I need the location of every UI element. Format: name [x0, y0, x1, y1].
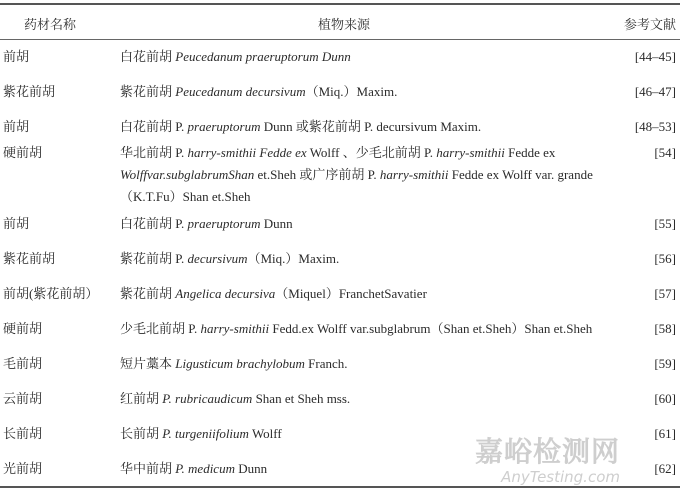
source-text: Dunn — [260, 216, 293, 231]
medicinal-name: 前胡 — [3, 49, 30, 64]
latin-name: harry-smithii — [200, 321, 270, 336]
table-top-rule — [0, 3, 680, 5]
reference: [59] — [654, 356, 676, 371]
source-text: Franch. — [304, 356, 348, 371]
table-header-rule — [0, 39, 680, 40]
source-text: 华中前胡 — [120, 461, 176, 476]
latin-name: harry-smithii Fedde ex — [187, 145, 307, 160]
medicinal-name: 前胡(紫花前胡） — [3, 286, 99, 301]
latin-name: Peucedanum praeruptorum Dunn — [175, 49, 351, 64]
medicinal-name: 前胡 — [3, 119, 30, 134]
reference: [61] — [654, 426, 676, 441]
header-medicinal-name: 药材名称 — [24, 17, 77, 32]
source-text: （Miq.）Maxim. — [247, 251, 340, 266]
header-plant-source: 植物来源 — [318, 17, 371, 32]
source-text: et.Sheh 或广序前胡 P. — [254, 167, 380, 182]
latin-name: Wolffvar.subglabrumShan — [120, 167, 255, 182]
reference: [55] — [654, 216, 676, 231]
source-text: （Miq.）Maxim. — [305, 84, 398, 99]
source-text: 紫花前胡 — [120, 286, 176, 301]
plant-source — [120, 213, 638, 235]
reference: [46–47] — [634, 84, 676, 99]
plant-source — [120, 318, 638, 340]
plant-source — [120, 248, 638, 270]
reference: [57] — [654, 286, 676, 301]
source-text: 少毛北前胡 P. — [120, 321, 201, 336]
latin-name: Peucedanum decursivum — [175, 84, 306, 99]
medicinal-name: 毛前胡 — [3, 356, 43, 371]
plant-source — [120, 353, 638, 375]
watermark-en: AnyTesting.com — [501, 468, 620, 486]
latin-name: harry-smithii — [436, 145, 505, 160]
source-text: Wolff 、少毛北前胡 P. — [306, 145, 437, 160]
reference: [60] — [654, 391, 676, 406]
watermark-cn: 嘉峪检测网 — [474, 435, 620, 468]
plant-source — [120, 388, 638, 410]
latin-name: P. medicum — [175, 461, 235, 476]
latin-name: decursivum — [187, 251, 248, 266]
plant-source — [120, 81, 638, 103]
reference: [48–53] — [634, 119, 676, 134]
header-reference: 参考文献 — [623, 17, 676, 32]
medicinal-name: 紫花前胡 — [3, 84, 56, 99]
latin-name: Angelica decursiva — [175, 286, 276, 301]
source-text: Dunn — [234, 461, 268, 476]
medicinal-name: 长前胡 — [3, 426, 43, 441]
latin-name: P. rubricaudicum — [162, 391, 253, 406]
source-text: Fedde ex Wolff var. grande（K.T.Fu）Shan et.Sheh — [120, 167, 593, 204]
source-text: Wolff — [248, 426, 282, 441]
plant-source — [120, 116, 638, 138]
watermark — [475, 436, 620, 486]
latin-name: harry-smithii — [379, 167, 449, 182]
medicinal-name: 硬前胡 — [3, 145, 43, 160]
medicinal-name: 云前胡 — [3, 391, 43, 406]
source-text: 华北前胡 P. — [120, 145, 188, 160]
reference: [62] — [654, 461, 676, 476]
medicinal-name: 前胡 — [3, 216, 30, 231]
plant-source — [120, 46, 638, 68]
plant-source — [120, 142, 638, 208]
latin-name: Ligusticum brachylobum — [175, 356, 305, 371]
latin-name: praeruptorum — [187, 119, 261, 134]
source-text: Shan et Sheh mss. — [252, 391, 351, 406]
reference: [58] — [654, 321, 676, 336]
latin-name: praeruptorum — [187, 216, 261, 231]
source-text: 红前胡 — [120, 391, 163, 406]
latin-name: P. turgeniifolium — [162, 426, 249, 441]
source-text: 长前胡 — [120, 426, 163, 441]
plant-source — [120, 283, 638, 305]
reference: [54] — [654, 145, 676, 160]
medicinal-name: 光前胡 — [3, 461, 43, 476]
source-text: 白花前胡 P. — [120, 119, 188, 134]
medicinal-name: 紫花前胡 — [3, 251, 56, 266]
source-text: 短片藁本 — [120, 356, 176, 371]
source-text: Fedde ex — [504, 145, 556, 160]
source-text: （Miquel）FranchetSavatier — [275, 286, 427, 301]
source-text: Fedd.ex Wolff var.subglabrum（Shan et.Sheh）Shan et.Sheh — [269, 321, 593, 336]
medicinal-name: 硬前胡 — [3, 321, 43, 336]
reference: [44–45] — [634, 49, 676, 64]
source-text: Dunn 或紫花前胡 P. decursivum Maxim. — [260, 119, 482, 134]
reference: [56] — [654, 251, 676, 266]
source-text: 紫花前胡 P. — [120, 251, 188, 266]
table-bottom-rule — [0, 486, 680, 488]
source-text: 白花前胡 — [120, 49, 176, 64]
source-text: 紫花前胡 — [120, 84, 176, 99]
source-text: 白花前胡 P. — [120, 216, 188, 231]
